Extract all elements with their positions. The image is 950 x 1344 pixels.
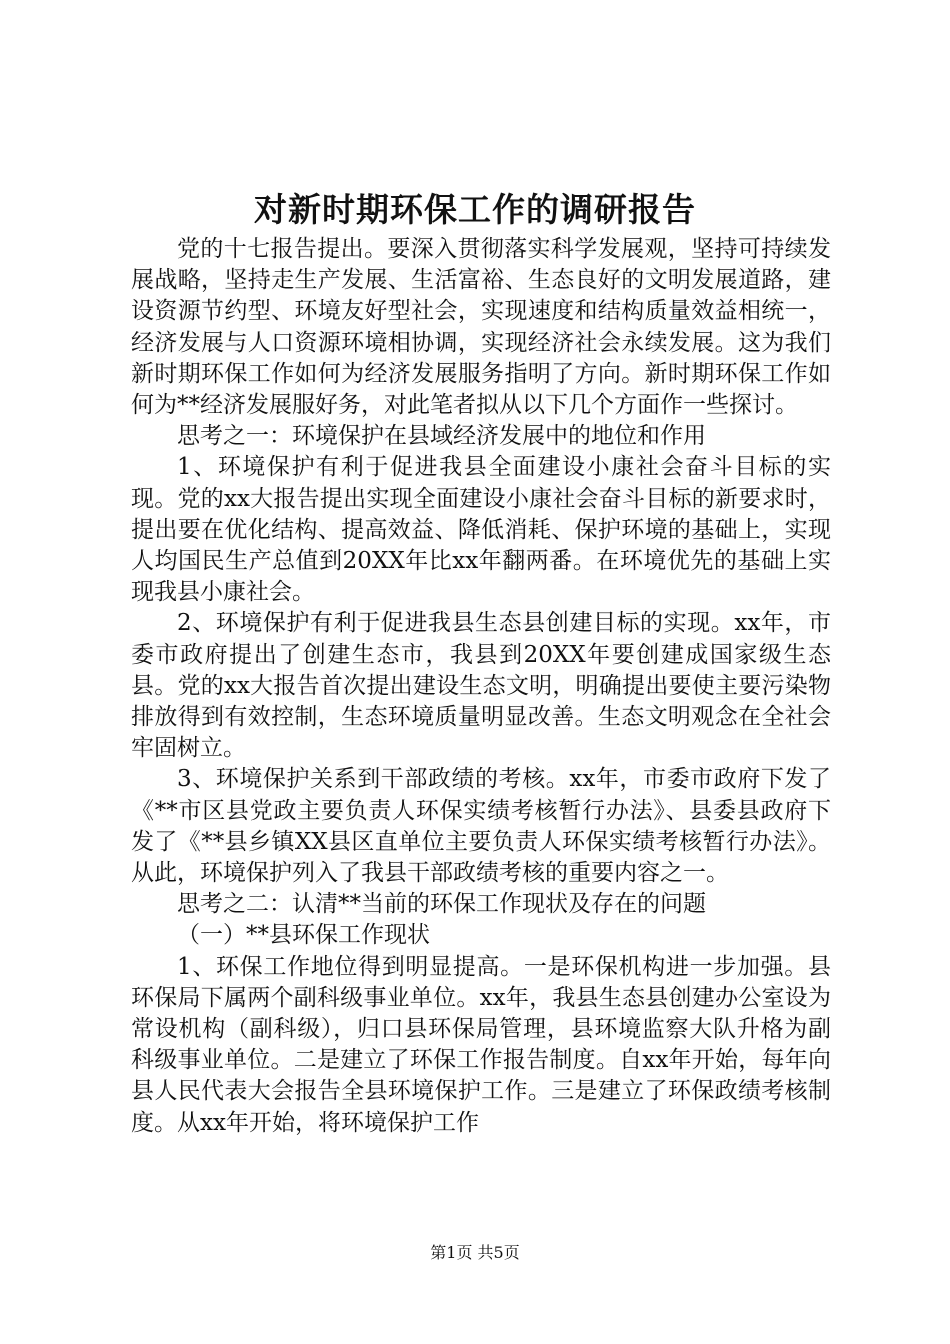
paragraph-point-3: 3、环境保护关系到干部政绩的考核。xx年，市委市政府下发了《**市区县党政主要负责人环保实绩考核暂行办法》、县委县政府下发了《**县乡镇XX县区直单位主要负责人环保实绩考核暂行办法》。从此，环境保护列入了我县干部政绩考核的重要内容之一。	[131, 766, 831, 887]
subsection-heading-1: （一）**县环保工作现状	[177, 922, 430, 949]
paragraph-status-1: 1、环保工作地位得到明显提高。一是环保机构进一步加强。县环保局下属两个副科级事业单位。xx年，我县生态县创建办公室设为常设机构（副科级），归口县环保局管理，县环境监察大队升格为副科级事业单位。二是建立了环保工作报告制度。自xx年开始，每年向县人民代表大会报告全县环境保护工作。三是建立了环保政绩考核制度。从xx年开始，将环境保护工作	[131, 953, 831, 1136]
section-heading-2: 思考之二：认清**当前的环保工作现状及存在的问题	[177, 891, 706, 918]
document-body	[131, 234, 831, 1139]
paragraph-intro: 党的十七报告提出。要深入贯彻落实科学发展观，坚持可持续发展战略，坚持走生产发展、生活富裕、生态良好的文明发展道路，建设资源节约型、环境友好型社会，实现速度和结构质量效益相统一，经济发展与人口资源环境相协调，实现经济社会永续发展。这为我们新时期环保工作如何为经济发展服务指明了方向。新时期环保工作如何为**经济发展服好务，对此笔者拟从以下几个方面作一些探讨。	[131, 236, 831, 419]
page-number-footer: 第1页 共5页	[430, 1243, 520, 1262]
paragraph-point-1: 1、环境保护有利于促进我县全面建设小康社会奋斗目标的实现。党的xx大报告提出实现全面建设小康社会奋斗目标的新要求时，提出要在优化结构、提高效益、降低消耗、保护环境的基础上，实现人均国民生产总值到20XX年比xx年翻两番。在环境优先的基础上实现我县小康社会。	[131, 454, 831, 606]
paragraph-point-2: 2、环境保护有利于促进我县生态县创建目标的实现。xx年，市委市政府提出了创建生态市，我县到20XX年要创建成国家级生态县。党的xx大报告首次提出建设生态文明，明确提出要使主要污染物排放得到有效控制，生态环境质量明显改善。生态文明观念在全社会牢固树立。	[131, 610, 831, 762]
document-title: 对新时期环保工作的调研报告	[254, 190, 696, 229]
section-heading-1: 思考之一：环境保护在县域经济发展中的地位和作用	[177, 423, 706, 450]
